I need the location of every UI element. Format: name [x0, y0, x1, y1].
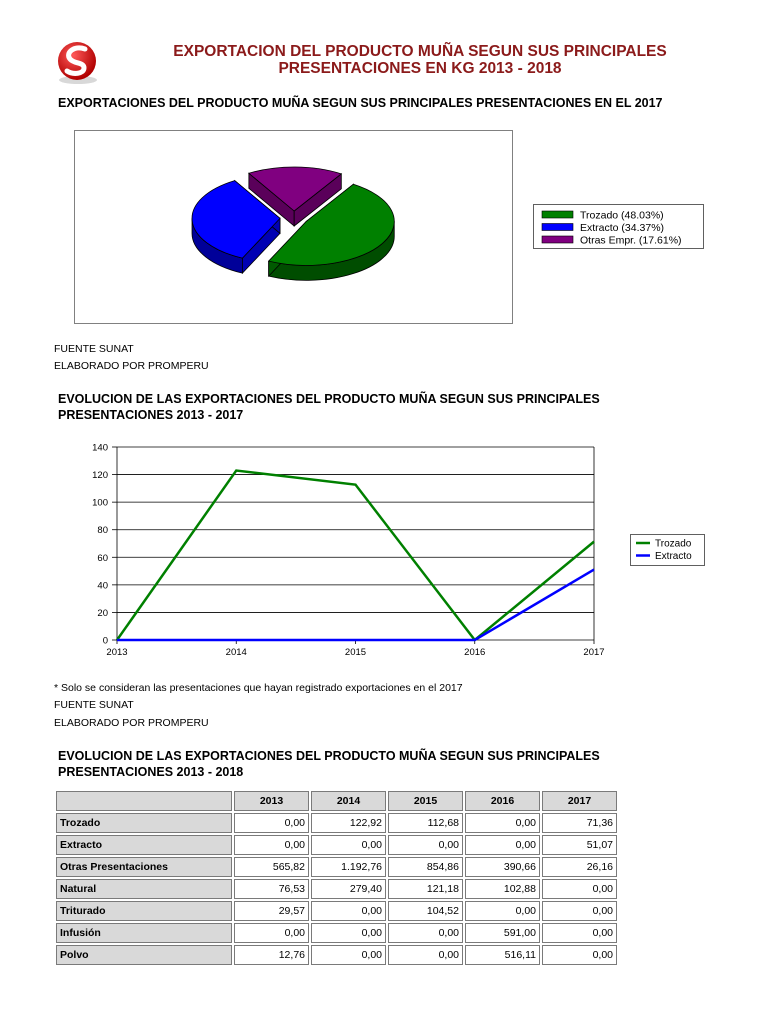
- pie-chart: [74, 130, 514, 324]
- table-row-label: Otras Presentaciones: [56, 857, 232, 877]
- table-row-label: Natural: [56, 879, 232, 899]
- promperu-logo-icon: [54, 40, 100, 86]
- page-title-line2: PRESENTACIONES EN KG 2013 - 2018: [278, 60, 562, 77]
- table-corner-cell: [56, 791, 232, 811]
- table-cell: 122,92: [311, 813, 386, 833]
- line-footnote: * Solo se consideran las presentaciones que hayan registrado exportaciones en el 2017: [54, 682, 463, 694]
- table-row: [56, 923, 617, 943]
- table-row-label: Trozado: [56, 813, 232, 833]
- table-cell: 0,00: [542, 923, 617, 943]
- table-cell: 1.192,76: [311, 857, 386, 877]
- table-cell: 591,00: [465, 923, 540, 943]
- y-tick-label: 80: [97, 525, 108, 537]
- pie-legend: [533, 204, 705, 250]
- table-cell: 279,40: [311, 879, 386, 899]
- line-legend-label: Trozado: [655, 538, 692, 550]
- table-cell: 854,86: [388, 857, 463, 877]
- table-col-header: 2017: [542, 791, 617, 811]
- line-section-title: [58, 392, 600, 423]
- table-cell: 71,36: [542, 813, 617, 833]
- table-col-header: 2015: [388, 791, 463, 811]
- table-cell: 104,52: [388, 901, 463, 921]
- pie-source: FUENTE SUNAT: [54, 343, 134, 355]
- table-cell: 26,16: [542, 857, 617, 877]
- x-tick-label: 2013: [106, 647, 128, 658]
- table-row-label: Infusión: [56, 923, 232, 943]
- table-cell: 0,00: [311, 923, 386, 943]
- table-cell: 0,00: [465, 901, 540, 921]
- table-row: [56, 879, 617, 899]
- table-row: [56, 857, 617, 877]
- y-tick-label: 40: [97, 580, 108, 592]
- table-row: [56, 835, 617, 855]
- table-row: [56, 813, 617, 833]
- pie-legend-entries: [542, 210, 682, 247]
- exports-table: [54, 789, 619, 967]
- page-title: [120, 43, 720, 77]
- table-row-label: Triturado: [56, 901, 232, 921]
- table-cell: 0,00: [311, 901, 386, 921]
- table-section-title: [58, 749, 600, 780]
- table-cell: 0,00: [388, 923, 463, 943]
- table-row: [56, 945, 617, 965]
- table-cell: 76,53: [234, 879, 309, 899]
- y-tick-label: 140: [92, 442, 108, 454]
- line-series: [117, 471, 594, 640]
- y-tick-label: 60: [97, 552, 108, 564]
- table-cell: 121,18: [388, 879, 463, 899]
- line-section-title-line1: EVOLUCION DE LAS EXPORTACIONES DEL PRODUCTO MUÑA SEGUN SUS PRINCIPALES: [58, 392, 600, 406]
- table-cell: 0,00: [542, 945, 617, 965]
- page-title-line1: EXPORTACION DEL PRODUCTO MUÑA SEGUN SUS PRINCIPALES: [173, 43, 667, 60]
- table-cell: 0,00: [465, 813, 540, 833]
- table-row-label: Polvo: [56, 945, 232, 965]
- pie-author: ELABORADO POR PROMPERU: [54, 360, 209, 372]
- table-row-label: Extracto: [56, 835, 232, 855]
- table-header-row: [56, 791, 617, 811]
- table-cell: 0,00: [234, 813, 309, 833]
- table-cell: 0,00: [311, 945, 386, 965]
- line-legend-label: Extracto: [655, 551, 692, 562]
- y-tick-label: 120: [92, 470, 108, 482]
- line-legend: [630, 534, 706, 567]
- pie-legend-swatch: [542, 211, 573, 218]
- line-author: ELABORADO POR PROMPERU: [54, 717, 209, 729]
- table-cell: 12,76: [234, 945, 309, 965]
- pie-legend-label: Otras Empr. (17.61%): [580, 234, 682, 247]
- pie-section-title: EXPORTACIONES DEL PRODUCTO MUÑA SEGUN SUS PRINCIPALES PRESENTACIONES EN EL 2017: [58, 96, 663, 110]
- table-cell: 51,07: [542, 835, 617, 855]
- line-series-trozado: [117, 471, 594, 640]
- table-col-header: 2014: [311, 791, 386, 811]
- table-col-header: 2016: [465, 791, 540, 811]
- table-cell: 29,57: [234, 901, 309, 921]
- table-cell: 0,00: [388, 945, 463, 965]
- x-tick-label: 2016: [464, 647, 486, 658]
- table-cell: 0,00: [234, 835, 309, 855]
- table-row: [56, 901, 617, 921]
- table-cell: 0,00: [234, 923, 309, 943]
- x-tick-label: 2017: [583, 647, 605, 658]
- table-cell: 102,88: [465, 879, 540, 899]
- pie-legend-swatch: [542, 224, 573, 231]
- line-source: FUENTE SUNAT: [54, 699, 134, 711]
- table-cell: 0,00: [465, 835, 540, 855]
- table-cell: 0,00: [542, 879, 617, 899]
- table-col-header: 2013: [234, 791, 309, 811]
- table-cell: 0,00: [388, 835, 463, 855]
- table-section-title-line1: EVOLUCION DE LAS EXPORTACIONES DEL PRODUCTO MUÑA SEGUN SUS PRINCIPALES: [58, 749, 600, 763]
- table-cell: 0,00: [311, 835, 386, 855]
- line-series-extracto: [117, 570, 594, 640]
- line-section-title-line2: PRESENTACIONES 2013 - 2017: [58, 407, 244, 422]
- y-tick-label: 100: [92, 497, 108, 509]
- table-cell: 390,66: [465, 857, 540, 877]
- y-tick-label: 20: [97, 607, 108, 619]
- pie-legend-label: Trozado (48.03%): [580, 209, 664, 222]
- x-tick-label: 2015: [344, 647, 367, 658]
- y-tick-label: 0: [102, 635, 108, 647]
- line-chart: [80, 437, 610, 662]
- pie-legend-swatch: [542, 236, 573, 243]
- pie-legend-label: Extracto (34.37%): [580, 222, 665, 234]
- table-cell: 565,82: [234, 857, 309, 877]
- table-cell: 0,00: [542, 901, 617, 921]
- table-cell: 516,11: [465, 945, 540, 965]
- table-cell: 112,68: [388, 813, 463, 833]
- x-tick-label: 2014: [225, 647, 247, 658]
- table-section-title-line2: PRESENTACIONES 2013 - 2018: [58, 764, 244, 779]
